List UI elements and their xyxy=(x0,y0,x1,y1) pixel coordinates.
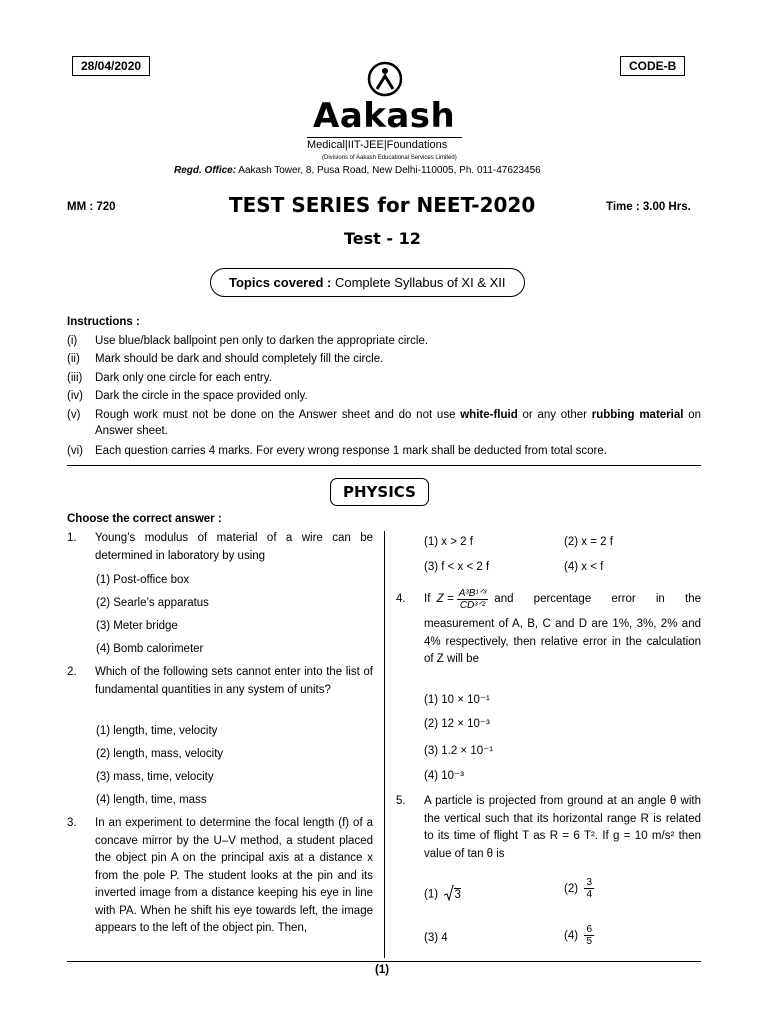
q3-option-2: (2) x = 2 f xyxy=(564,536,613,548)
exam-title: TEST SERIES for NEET-2020 xyxy=(229,193,536,217)
question-2: 2. Which of the following sets cannot enter into the list of fundamental quantities in any system of units? xyxy=(67,666,373,696)
q4-option-1: (1) 10 × 10⁻¹ xyxy=(424,694,490,706)
exam-time: Time : 3.00 Hrs. xyxy=(606,201,691,213)
q2-option-3: (3) mass, time, velocity xyxy=(96,771,214,783)
q4-option-2: (2) 12 × 10⁻³ xyxy=(424,718,490,730)
q1-option-1: (1) Post-office box xyxy=(96,574,190,586)
page-number: (1) xyxy=(375,964,390,976)
q5-option-2-fraction: $\frac{3}{4}$ xyxy=(586,877,593,900)
exam-date: 28/04/2020 xyxy=(81,59,142,73)
topics-label: Topics covered : xyxy=(229,275,332,290)
q5-option-3: (3) 4 xyxy=(424,932,448,944)
instruction-item: (vi) Each question carries 4 marks. For every wrong response 1 mark shall be deducted from total score. xyxy=(67,444,607,457)
footer-divider xyxy=(67,961,701,962)
q2-option-2: (2) length, mass, velocity xyxy=(96,748,224,760)
q1-option-3: (3) Meter bridge xyxy=(96,620,178,632)
column-separator xyxy=(384,531,385,958)
q3-option-1: (1) x > 2 f xyxy=(424,536,473,548)
question-3: 3. In an experiment to determine the focal length (f) of a concave mirror by the U–V method, a student placed the object pin A on the principal axis at a distance x from the pole P. The student looks at the pin and its inverted image from a distance keeping his eye in line with PA. When he shift his eye towards left, the image appears to the left of the object pin. Then, xyxy=(67,817,373,934)
q5-option-1: (1) 3 xyxy=(424,885,461,904)
q3-option-3: (3) f < x < 2 f xyxy=(424,561,490,573)
q1-option-2: (2) Searle’s apparatus xyxy=(96,597,209,609)
code-box xyxy=(620,56,685,76)
q5-option-4-fraction: $\frac{6}{5}$ xyxy=(586,924,593,947)
topics-covered xyxy=(210,268,525,297)
q1-option-4: (4) Bomb calorimeter xyxy=(96,643,204,655)
brand-divider xyxy=(307,137,462,138)
brand-name: Aakash xyxy=(313,96,456,136)
q2-option-1: (1) length, time, velocity xyxy=(96,725,218,737)
regd-office-label: Regd. Office: xyxy=(174,165,237,176)
brand-division: (Divisions of Aakash Educational Services Limited) xyxy=(322,155,457,161)
regd-office xyxy=(174,165,541,176)
q4-z-eq: Z = xyxy=(436,592,454,605)
question-4: 4. If Z = $\frac{\text{A³B¹ᐟ³}}{\text{CD³ᐟ²}}$ and percentage error in the measurement of A, B, C and D are 1%, 3%, 2% and 4% respectively, then relative error in the calculation of Z will be xyxy=(396,588,701,665)
q4-option-4: (4) 10⁻³ xyxy=(424,770,464,782)
question-5: 5. A particle is projected from ground at an angle θ with the vertical such that its horizontal range R is related to its time of flight T as R = 6 T². If g = 10 m/s² then value of tan θ is xyxy=(396,795,701,860)
q4-fraction: $\frac{\text{A³B¹ᐟ³}}{\text{CD³ᐟ²}}$ xyxy=(458,588,487,611)
question-1: 1. Young’s modulus of material of a wire can be determined in laboratory by using xyxy=(67,532,373,562)
divider xyxy=(67,465,701,466)
paper-code: CODE-B xyxy=(629,59,677,73)
q5-option-2: (2) $\frac{3}{4}$ xyxy=(564,877,593,900)
instruction-item: (v) Rough work must not be done on the Answer sheet and do not use white-fluid or any other rubbing material on Answer sheet. xyxy=(67,408,701,437)
choose-heading: Choose the correct answer : xyxy=(67,513,222,525)
topics-value: Complete Syllabus of XI & XII xyxy=(334,275,506,290)
test-number: Test - 12 xyxy=(344,229,421,248)
section-title: PHYSICS xyxy=(330,478,429,506)
q2-option-4: (4) length, time, mass xyxy=(96,794,207,806)
regd-office-address: Aakash Tower, 8, Pusa Road, New Delhi-110005, Ph. 011-47623456 xyxy=(238,165,541,176)
instruction-item: (i) Use blue/black ballpoint pen only to darken the appropriate circle. xyxy=(67,334,429,347)
q3-option-4: (4) x < f xyxy=(564,561,604,573)
instruction-item: (ii) Mark should be dark and should completely fill the circle. xyxy=(67,353,384,365)
q5-option-4: (4) $\frac{6}{5}$ xyxy=(564,924,593,947)
instruction-item: (iii) Dark only one circle for each entry. xyxy=(67,371,272,384)
instructions xyxy=(67,313,701,460)
max-marks: MM : 720 xyxy=(67,201,116,213)
sqrt-icon xyxy=(444,885,454,904)
q4-option-3: (3) 1.2 × 10⁻¹ xyxy=(424,745,494,757)
instructions-heading: Instructions : xyxy=(67,316,140,328)
brand-tagline: Medical|IIT-JEE|Foundations xyxy=(307,139,448,151)
aakash-logo-icon xyxy=(366,60,404,101)
date-box xyxy=(72,56,150,76)
instruction-item: (iv) Dark the circle in the space provided only. xyxy=(67,390,308,402)
